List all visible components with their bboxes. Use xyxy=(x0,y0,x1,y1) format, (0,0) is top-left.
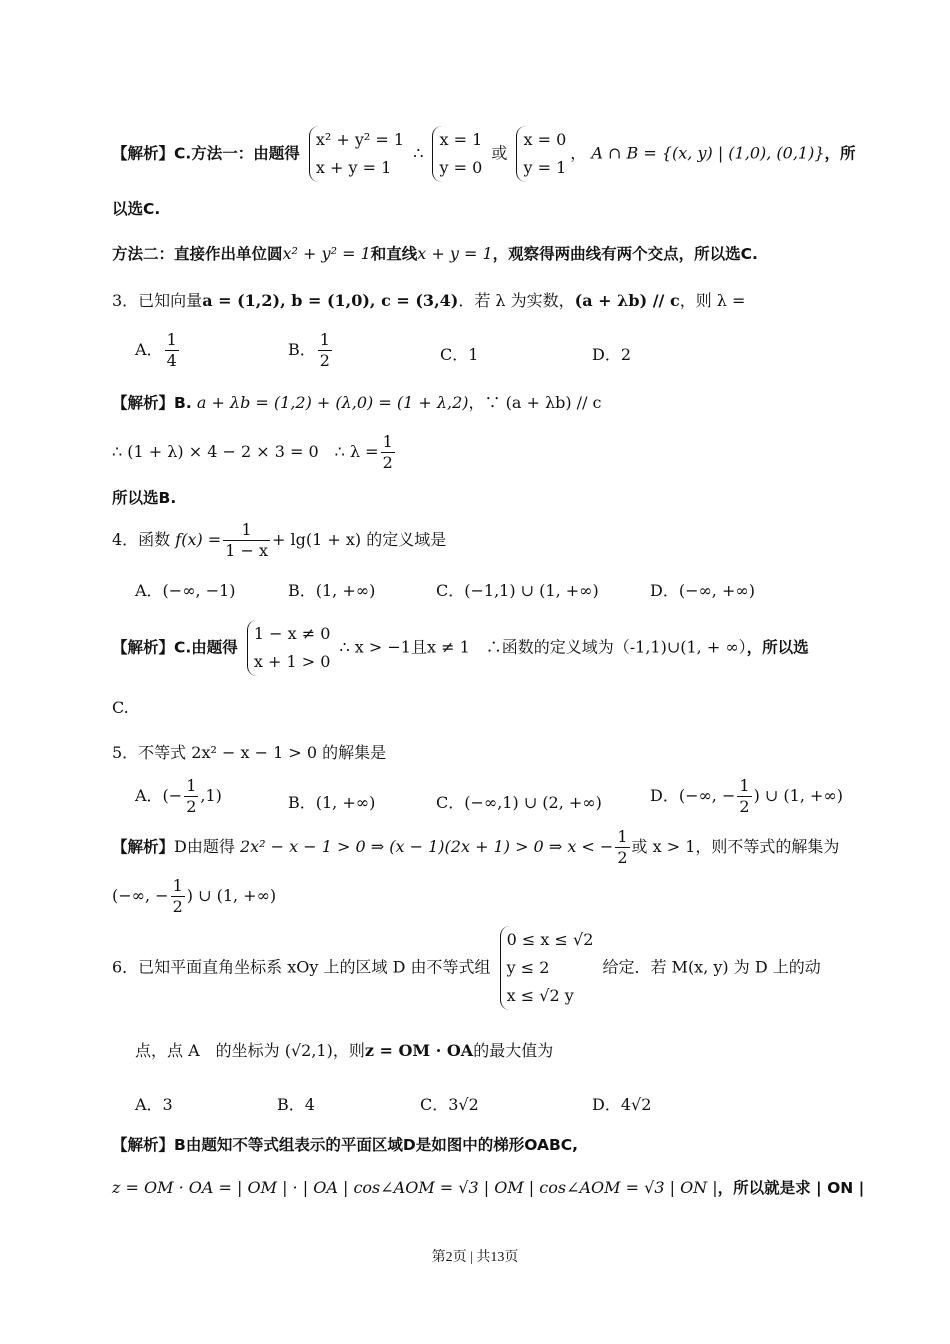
q3-option-a: A． $\frac{1}{4}$ xyxy=(135,330,177,370)
solution-4: 【解析】C.由题得 1 − x ≠ 0 x + 1 > 0 ∴ x > −1且x ≠ 1 ∴函数的定义域为（-1,1)∪(1, + ∞），所以选 xyxy=(112,620,830,676)
q6-option-c: C．3√2 xyxy=(420,1095,479,1114)
solution-6-line-2: z = OM · OA = | OM | · | OA | cos∠AOM = √3 | OM | cos∠AOM = √3 | ON |，所以就是求 | ON | xyxy=(112,1178,865,1197)
q6-option-a: A．3 xyxy=(135,1095,173,1114)
q5-option-c: C．(−∞,1) ∪ (2, +∞) xyxy=(436,793,602,812)
solution-3-line-3: 所以选B. xyxy=(112,489,177,507)
solution-4-cont: C. xyxy=(112,698,129,717)
question-6-line-2: 点，点 A 的坐标为 (√2,1)，则z = OM · OA的最大值为 xyxy=(135,1041,554,1060)
question-4: 4．函数 f(x) = $\frac{1}{1 - x}$ + lg(1 + x) 的定义域是 xyxy=(112,520,447,560)
q4-option-d: D．(−∞, +∞) xyxy=(650,581,755,600)
question-5: 5．不等式 2x² − x − 1 > 0 的解集是 xyxy=(112,743,387,762)
q5-option-b: B．(1, +∞) xyxy=(288,793,376,812)
constraint-system: 0 ≤ x ≤ √2 y ≤ 2 x ≤ √2 y xyxy=(500,926,594,1010)
solution-2-method-2: 方法二：直接作出单位圆x² + y² = 1和直线x + y = 1，观察得两曲线有两个交点，所以选C. xyxy=(112,244,758,263)
solution-system-1: x = 1 y = 0 xyxy=(432,126,482,182)
q5-option-a: A．(− $\frac{1}{2}$ ,1) xyxy=(135,776,222,816)
q4-option-b: B．(1, +∞) xyxy=(288,581,376,600)
equation-system: x² + y² = 1 x + y = 1 xyxy=(309,126,404,182)
q6-option-d: D．4√2 xyxy=(592,1095,652,1114)
solution-2-method-1: 【解析】C.方法一：由题得 x² + y² = 1 x + y = 1 ∴ x = 1 y = 0 或 x = 0 y = 1 ， A ∩ B = {(x, y) | (1,0), (0,1)}，所 xyxy=(112,126,830,182)
solution-2-cont: 以选C. xyxy=(112,200,161,218)
q3-option-c: C．1 xyxy=(440,345,479,364)
solution-5: 【解析】D由题得 2x² − x − 1 > 0 ⇒ (x − 1)(2x + 1) > 0 ⇒ x < − $\frac{1}{2}$ 或 x > 1，则不等式的解集为 xyxy=(112,827,840,867)
solution-3: 【解析】B. a + λb = (1,2) + (λ,0) = (1 + λ,2)，∵ (a + λb) // c xyxy=(112,393,602,412)
page-footer: 第2页 | 共13页 xyxy=(431,1250,519,1265)
q5-option-d: D．(−∞, − $\frac{1}{2}$ ) ∪ (1, +∞) xyxy=(650,776,843,816)
q3-option-d: D．2 xyxy=(592,345,632,364)
q4-option-c: C．(−1,1) ∪ (1, +∞) xyxy=(436,581,599,600)
question-6: 6．已知平面直角坐标系 xOy 上的区域 D 由不等式组 0 ≤ x ≤ √2 y ≤ 2 x ≤ √2 y 给定．若 M(x, y) 为 D 上的动 xyxy=(112,926,830,1010)
solution-3-line-2: ∴ (1 + λ) × 4 − 2 × 3 = 0 ∴ λ = $\frac{1}{2}$ xyxy=(112,432,393,472)
solution-5-line-2: (−∞, − $\frac{1}{2}$ ) ∪ (1, +∞) xyxy=(112,876,277,916)
q4-option-a: A．(−∞, −1) xyxy=(135,581,236,600)
solution-6: 【解析】B由题知不等式组表示的平面区域D是如图中的梯形OABC, xyxy=(112,1136,579,1154)
solution-system-2: x = 0 y = 1 xyxy=(516,126,566,182)
q6-option-b: B．4 xyxy=(277,1095,315,1114)
question-3: 3．已知向量a = (1,2), b = (1,0), c = (3,4)．若 λ 为实数，(a + λb) // c，则 λ = xyxy=(112,291,746,310)
analysis-tag: 【解析】 xyxy=(112,144,175,163)
q3-option-b: B． $\frac{1}{2}$ xyxy=(288,330,330,370)
